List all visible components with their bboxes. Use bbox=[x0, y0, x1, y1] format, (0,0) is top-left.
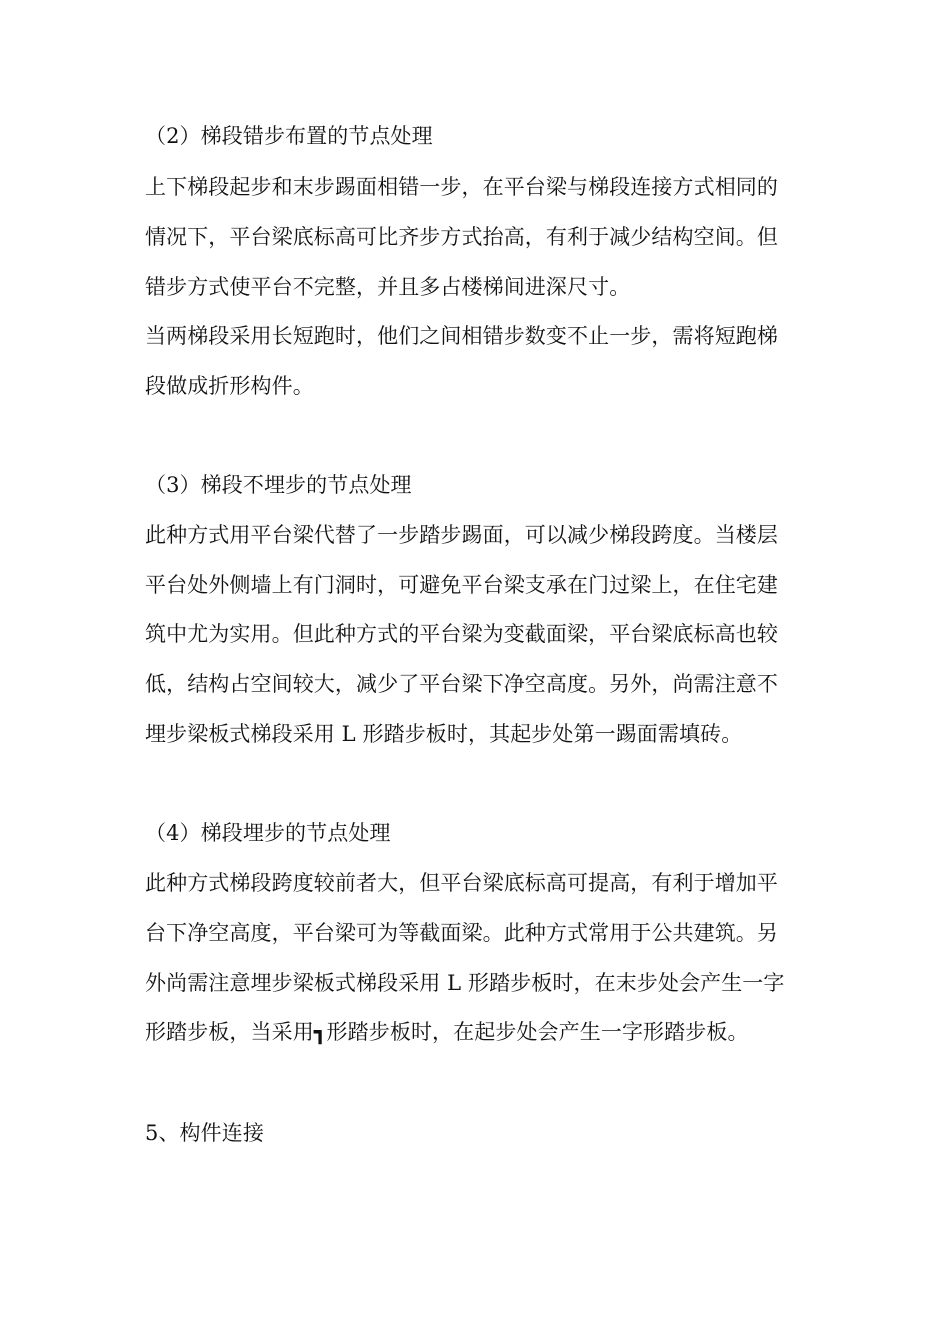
section-5-heading: 5、构件连接 bbox=[145, 1121, 264, 1145]
section-2-heading: （2）梯段错步布置的节点处理 bbox=[145, 124, 433, 148]
section-4-line-1: 此种方式梯段跨度较前者大，但平台梁底标高可提高，有利于增加平 bbox=[145, 871, 778, 895]
section-2-line-1: 上下梯段起步和末步踢面相错一步，在平台梁与梯段连接方式相同的 bbox=[145, 175, 778, 199]
section-3-heading: （3）梯段不埋步的节点处理 bbox=[145, 473, 412, 497]
section-4-line-2: 台下净空高度，平台梁可为等截面梁。此种方式常用于公共建筑。另 bbox=[145, 921, 778, 945]
section-2-line-3: 错步方式使平台不完整，并且多占楼梯间进深尺寸。 bbox=[145, 275, 631, 299]
section-2-line-4: 当两梯段采用长短跑时，他们之间相错步数变不止一步，需将短跑梯 bbox=[145, 324, 778, 348]
section-2-line-2: 情况下，平台梁底标高可比齐步方式抬高，有利于减少结构空间。但 bbox=[145, 225, 778, 249]
section-3-line-2: 平台处外侧墙上有门洞时，可避免平台梁支承在门过梁上，在住宅建 bbox=[145, 573, 778, 597]
section-3-line-5: 埋步梁板式梯段采用 L 形踏步板时，其起步处第一踢面需填砖。 bbox=[145, 722, 743, 746]
section-3-line-3: 筑中尤为实用。但此种方式的平台梁为变截面梁，平台梁底标高也较 bbox=[145, 622, 778, 646]
section-2-line-5: 段做成折形构件。 bbox=[145, 374, 314, 398]
section-3-line-4: 低，结构占空间较大，减少了平台梁下净空高度。另外，尚需注意不 bbox=[145, 672, 778, 696]
section-4-line-4: 形踏步板，当采用┓形踏步板时，在起步处会产生一字形踏步板。 bbox=[145, 1020, 749, 1044]
section-4-line-3: 外尚需注意埋步梁板式梯段采用 L 形踏步板时，在末步处会产生一字 bbox=[145, 971, 785, 995]
section-3-line-1: 此种方式用平台梁代替了一步踏步踢面，可以减少梯段跨度。当楼层 bbox=[145, 523, 778, 547]
section-4-heading: （4）梯段埋步的节点处理 bbox=[145, 821, 391, 845]
